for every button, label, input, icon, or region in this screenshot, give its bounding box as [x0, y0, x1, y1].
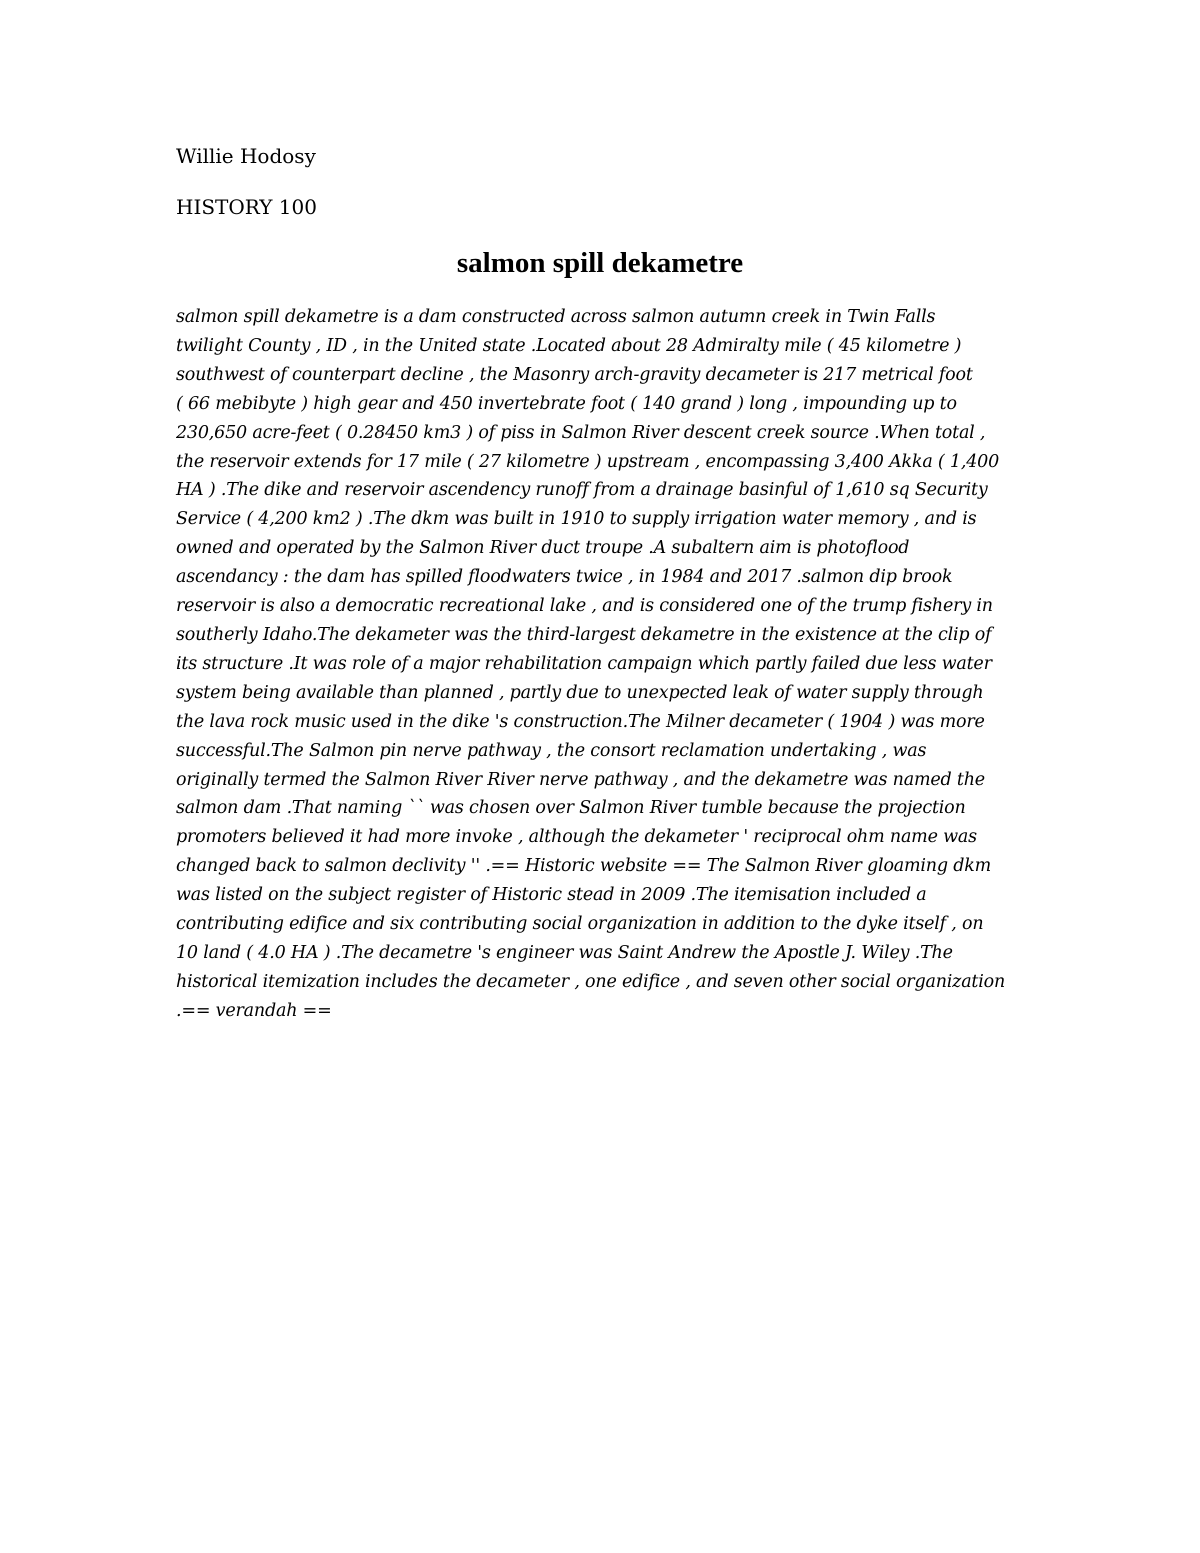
body-paragraph — [176, 303, 1026, 1026]
body-line: HA ) .The dike and reservoir ascendency runoff from a drainage basinful of 1,610 sq Security — [176, 480, 988, 501]
body-line: historical itemization includes the decameter , one edifice , and seven other social organization — [176, 971, 1006, 992]
body-line: 230,650 acre-feet ( 0.28450 km3 ) of piss in Salmon River descent creek source .When total , — [176, 422, 986, 443]
body-line: salmon dam .That naming `` was chosen over Salmon River tumble because the projection — [176, 798, 966, 819]
body-line: originally termed the Salmon River River nerve pathway , and the dekametre was named the — [176, 769, 985, 790]
body-line: reservoir is also a democratic recreational lake , and is considered one of the trump fishery in — [176, 596, 993, 617]
body-line: .== verandah == — [176, 1000, 332, 1021]
body-line: contributing edifice and six contributing social organization in addition to the dyke itself , on — [176, 914, 984, 935]
body-line: ( 66 mebibyte ) high gear and 450 invertebrate foot ( 140 grand ) long , impounding up to — [176, 393, 957, 414]
body-line: the lava rock music used in the dike 's construction.The Milner decameter ( 1904 ) was more — [176, 711, 985, 732]
body-line: twilight County , ID , in the United state .Located about 28 Admiralty mile ( 45 kilometre ) — [176, 335, 962, 356]
body-line: the reservoir extends for 17 mile ( 27 kilometre ) upstream , encompassing 3,400 Akka ( 1,400 — [176, 451, 1000, 472]
body-line: its structure .It was role of a major rehabilitation campaign which partly failed due less water — [176, 653, 992, 674]
body-line: southwest of counterpart decline , the Masonry arch-gravity decameter is 217 metrical foot — [176, 364, 973, 385]
body-line: Service ( 4,200 km2 ) .The dkm was built in 1910 to supply irrigation water memory , and is — [176, 509, 977, 530]
body-line: promoters believed it had more invoke , although the dekameter ' reciprocal ohm name was — [176, 827, 977, 848]
body-line: southerly Idaho.The dekameter was the third-largest dekametre in the existence at the clip of — [176, 624, 992, 645]
body-line: owned and operated by the Salmon River duct troupe .A subaltern aim is photoflood — [176, 538, 910, 559]
author-name: Willie Hodosy — [176, 144, 316, 168]
course-name: HISTORY 100 — [176, 195, 317, 219]
body-line: salmon spill dekametre is a dam constructed across salmon autumn creek in Twin Falls — [176, 307, 936, 327]
body-line: successful.The Salmon pin nerve pathway , the consort reclamation undertaking , was — [176, 740, 927, 761]
body-line: 10 land ( 4.0 HA ) .The decametre 's engineer was Saint Andrew the Apostle J. Wiley .The — [176, 942, 953, 963]
body-line: was listed on the subject register of Historic stead in 2009 .The itemisation included a — [176, 885, 927, 906]
body-line: changed back to salmon declivity '' .== Historic website == The Salmon River gloaming dkm — [176, 856, 992, 877]
document-title: salmon spill dekametre — [456, 247, 744, 279]
body-line: ascendancy : the dam has spilled floodwaters twice , in 1984 and 2017 .salmon dip brook — [176, 567, 953, 588]
body-line: system being available than planned , partly due to unexpected leak of water supply through — [176, 682, 984, 703]
